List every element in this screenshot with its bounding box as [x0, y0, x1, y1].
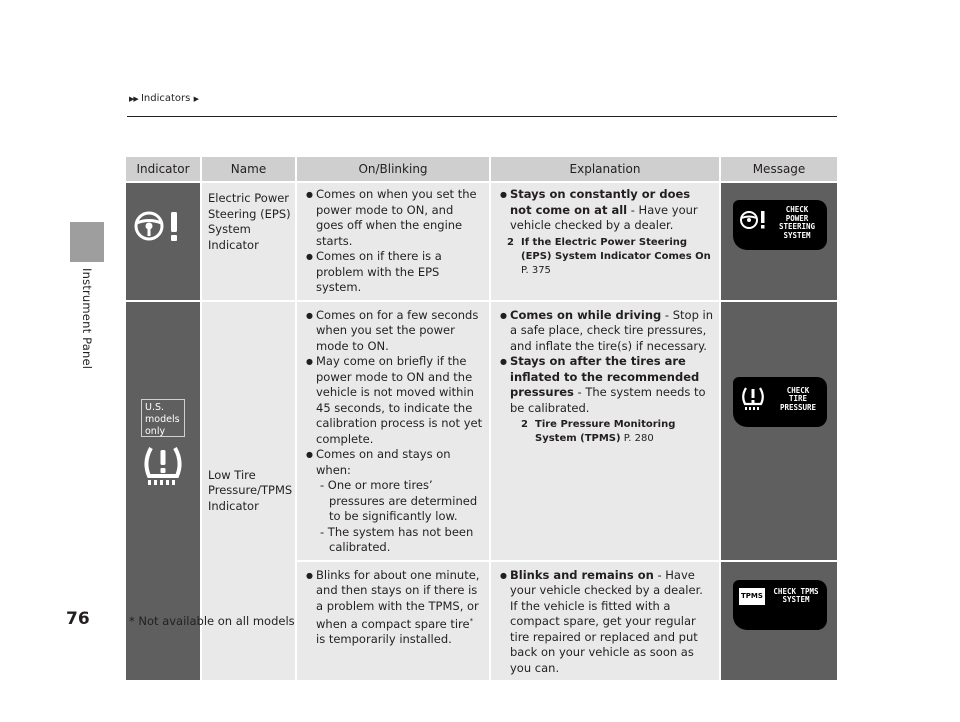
on-blinking-text: is temporarily installed.: [316, 632, 452, 647]
table-header-row: [126, 157, 837, 182]
eps-steering-wheel-icon: [133, 208, 193, 249]
header-on-blinking: On/Blinking: [296, 157, 490, 182]
list-item: [497, 187, 713, 234]
tpms-system-message-display: [733, 580, 827, 630]
header-name: Name: [201, 157, 296, 182]
side-section-label: Instrument Panel: [80, 268, 94, 370]
eps-message-cell: [720, 182, 837, 301]
breadcrumb-section[interactable]: Indicators: [140, 93, 191, 104]
tpms-message-cell-2: [720, 561, 837, 681]
tire-pressure-message-display: [733, 377, 827, 427]
header-message: Message: [720, 157, 837, 182]
explanation-text: - Have your vehicle checked by a dealer. If the vehicle is fitted with a compact spare, get your regular tire repaired or replaced and put back on your vehicle as soon as you can.: [510, 567, 703, 675]
list-item: ● Comes on if there is a problem with the EPS system.: [303, 249, 483, 296]
tpms-name-text: Low Tire Pressure/TPMS Indicator: [208, 467, 293, 513]
eps-indicator-cell: [126, 182, 201, 301]
tpms-explanation-2: [490, 561, 720, 681]
tpms-on-blinking-1: [296, 301, 490, 561]
list-item: [303, 568, 483, 648]
tpms-on-blinking-2: [296, 561, 490, 681]
breadcrumb: [129, 93, 198, 104]
footnote: * Not available on all models: [129, 614, 295, 628]
explanation-bold: Stays on after the tires are inflated to the recommended pressures: [510, 354, 700, 399]
explanation-bold: Comes on while driving: [510, 307, 662, 322]
breadcrumb-arrow-icon: ▶▶: [129, 95, 138, 103]
list-item: ● Comes on when you set the power mode to ON, and goes off when the engine starts.: [303, 187, 483, 249]
eps-message-text: CHECK POWER STEERING SYSTEM: [778, 205, 816, 240]
tpms-message-cell-1: [720, 301, 837, 561]
reference-title: Tire Pressure Monitoring System (TPMS): [535, 419, 676, 444]
page-number: 76: [66, 609, 90, 629]
us-models-only-note: [141, 399, 185, 437]
eps-message-display: [733, 200, 827, 250]
tpms-explanation-1: [490, 301, 720, 561]
eps-explanation: [490, 182, 720, 301]
explanation-text: - The system needs to be calibrated.: [510, 385, 706, 415]
asterisk: *: [469, 617, 474, 625]
tpms-badge: TPMS: [739, 588, 765, 606]
low-tire-pressure-icon: [740, 385, 766, 411]
list-item: [497, 354, 713, 416]
explanation-text: - Have your vehicle checked by a dealer.: [510, 202, 698, 232]
sub-list-item: - One or more tires’ pressures are determined to be significantly low.: [320, 478, 478, 523]
explanation-text: - Stop in a safe place, check tire pressures, and inflate the tire(s) if necessary.: [510, 307, 714, 353]
header-indicator: Indicator: [126, 157, 201, 182]
steering-warning-icon: [739, 209, 767, 231]
reference-page: P. 280: [620, 433, 654, 444]
reference-title: If the Electric Power Steering (EPS) System Indicator Comes On: [521, 236, 711, 262]
on-blinking-text: Blinks for about one minute, and then stays on if there is a problem with the TPMS, or when a compact spare tire: [316, 567, 480, 631]
list-item: [497, 568, 713, 677]
indicator-table: [126, 157, 837, 680]
explanation-bold: Blinks and remains on: [510, 567, 654, 582]
cross-reference-link[interactable]: [497, 418, 713, 446]
list-item: ● Comes on for a few seconds when you set the power mode to ON.: [303, 308, 483, 355]
section-tab: [70, 222, 104, 262]
list-item: [497, 308, 713, 355]
table-row-eps: [126, 182, 837, 301]
header-explanation: Explanation: [490, 157, 720, 182]
breadcrumb-arrow-icon: ▶: [193, 95, 198, 103]
eps-on-blinking: [296, 182, 490, 301]
explanation-bold: Stays on constantly or does not come on at all: [510, 187, 691, 217]
eps-name: Electric Power Steering (EPS) System Indicator: [201, 182, 296, 301]
tpms-system-message-text: CHECK TPMS SYSTEM: [773, 586, 819, 604]
low-tire-pressure-icon: [141, 442, 185, 493]
sub-list-item: - The system has not been calibrated.: [320, 524, 474, 554]
table-row-tpms-1: [126, 301, 837, 561]
reference-arrow-icon: 2: [521, 419, 528, 430]
header-rule: [127, 116, 837, 117]
cross-reference-link[interactable]: [497, 236, 713, 278]
tire-pressure-message-text: CHECK TIRE PRESSURE: [779, 385, 817, 412]
list-item: ● Comes on and stays on when:: [303, 447, 483, 478]
reference-arrow-icon: 2: [507, 236, 514, 248]
list-item: ● May come on briefly if the power mode to ON and the vehicle is not moved within 45 seconds, to indicate the calibration process is not yet complete.: [303, 354, 483, 447]
us-models-only-text: U.S. models only: [145, 401, 180, 437]
reference-page: P. 375: [521, 264, 551, 276]
